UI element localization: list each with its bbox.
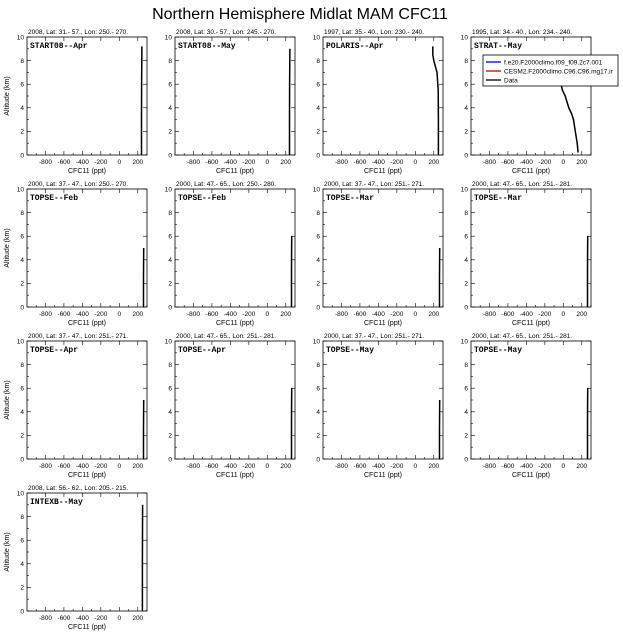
panel-3 [313,29,443,175]
y-tick-label: 4 [20,105,24,113]
x-tick-label: 0 [265,159,270,166]
x-tick-label: -600 [205,311,219,318]
campaign-label: TOPSE--Mar [474,194,523,203]
legend-label: f.e20.F2000climo.f09_f09.2c7.001 [504,59,603,67]
y-tick-label: 8 [168,209,172,217]
x-tick-label: -600 [205,463,219,470]
x-tick-label: -800 [38,615,52,622]
x-tick-label: -400 [371,463,385,470]
y-tick-label: 4 [464,257,468,265]
y-tick-label: 2 [20,584,24,592]
x-tick-label: 200 [280,311,292,318]
y-tick-label: 10 [16,338,24,346]
panel-12 [461,333,591,479]
y-tick-label: 10 [16,34,24,42]
x-tick-label: 0 [117,311,122,318]
panel-10 [165,333,295,479]
x-tick-label: -800 [186,463,200,470]
y-tick-label: 8 [316,361,320,369]
y-tick-label: 2 [464,280,468,288]
panel-2 [165,29,295,175]
y-tick-label: 0 [316,152,320,160]
x-tick-label: -600 [353,311,367,318]
y-tick-label: 4 [316,409,320,417]
y-tick-label: 0 [168,152,172,160]
y-tick-label: 2 [464,432,468,440]
panel-header: 2000, Lat: 47.- 65., Lon: 251.- 281. [472,333,573,340]
x-tick-label: 200 [576,463,588,470]
y-tick-label: 0 [316,456,320,464]
y-tick-label: 2 [20,432,24,440]
x-tick-label: 200 [576,159,588,166]
x-tick-label: -400 [223,311,237,318]
panel-header: 2000, Lat: 37.- 47., Lon: 251.- 271. [28,333,129,340]
panel-11 [313,333,443,479]
campaign-label: TOPSE--Feb [30,194,79,203]
y-tick-label: 8 [20,57,24,65]
y-tick-label: 8 [316,209,320,217]
y-axis-label: Altitude (km) [4,380,11,420]
y-tick-label: 10 [460,186,468,194]
panel-13 [4,485,147,631]
legend-label: CESM2.F2000climo.C96.C96.mg17.ir [504,68,613,76]
x-tick-label: 200 [132,615,144,622]
y-tick-label: 8 [316,57,320,65]
y-tick-label: 10 [164,338,172,346]
x-axis-label: CFC11 (ppt) [512,472,550,479]
y-tick-label: 6 [20,537,24,545]
x-tick-label: -200 [390,463,404,470]
x-tick-label: -400 [223,463,237,470]
x-axis-label: CFC11 (ppt) [364,320,402,327]
y-tick-label: 6 [168,233,172,241]
campaign-label: START08--Apr [30,42,88,51]
legend-label: Data [504,77,518,85]
y-tick-label: 8 [168,57,172,65]
y-tick-label: 6 [316,81,320,89]
x-tick-label: -200 [94,463,108,470]
plot-frame [175,341,295,459]
x-axis-label: CFC11 (ppt) [216,168,254,175]
y-axis-label: Altitude (km) [4,76,11,116]
y-tick-label: 2 [316,128,320,136]
y-tick-label: 0 [168,304,172,312]
x-tick-label: -200 [538,311,552,318]
panel-header: 1997, Lat: 35.- 40., Lon: 230.- 240. [324,29,425,36]
x-tick-label: -200 [94,615,108,622]
x-tick-label: -800 [186,311,200,318]
x-tick-label: 0 [265,463,270,470]
y-tick-label: 0 [20,456,24,464]
y-tick-label: 6 [464,385,468,393]
y-tick-label: 6 [20,233,24,241]
x-axis-label: CFC11 (ppt) [364,472,402,479]
x-tick-label: -800 [38,159,52,166]
x-tick-label: 0 [413,463,418,470]
campaign-label: TOPSE--May [474,346,523,355]
y-tick-label: 10 [16,186,24,194]
x-tick-label: 0 [265,311,270,318]
y-tick-label: 2 [464,128,468,136]
y-tick-label: 6 [168,81,172,89]
y-axis-label: Altitude (km) [4,532,11,572]
y-tick-label: 8 [464,209,468,217]
panel-header: 2008, Lat: 56.- 62., Lon: 205.- 215. [28,485,129,492]
x-tick-label: -200 [538,159,552,166]
x-tick-label: -600 [501,159,515,166]
panel-5 [4,181,147,327]
plot-frame [323,189,443,307]
x-tick-label: -600 [57,311,71,318]
plot-frame [27,37,147,155]
y-tick-label: 4 [316,105,320,113]
x-tick-label: -200 [242,159,256,166]
x-tick-label: 0 [561,159,566,166]
panel-header: 2000, Lat: 37.- 47., Lon: 251.- 271. [324,181,425,188]
y-tick-label: 10 [312,186,320,194]
x-tick-label: 0 [117,463,122,470]
y-tick-label: 10 [164,34,172,42]
y-tick-label: 4 [464,105,468,113]
y-tick-label: 6 [464,81,468,89]
x-tick-label: 200 [428,311,440,318]
y-tick-label: 6 [464,233,468,241]
campaign-label: TOPSE--May [326,346,375,355]
x-tick-label: -400 [75,463,89,470]
campaign-label: START08--May [178,42,236,51]
y-tick-label: 2 [168,128,172,136]
plot-frame [27,341,147,459]
y-tick-label: 4 [168,409,172,417]
plot-frame [175,189,295,307]
x-tick-label: -400 [519,463,533,470]
x-tick-label: -400 [75,615,89,622]
plot-frame [175,37,295,155]
y-tick-label: 8 [168,361,172,369]
x-tick-label: -800 [334,159,348,166]
y-tick-label: 6 [316,385,320,393]
y-axis-label: Altitude (km) [4,228,11,268]
y-tick-label: 8 [20,209,24,217]
x-tick-label: -800 [482,159,496,166]
panel-header: 2008, Lat: 30.- 57., Lon: 245.- 270. [176,29,277,36]
x-tick-label: -600 [205,159,219,166]
x-tick-label: -800 [334,463,348,470]
y-tick-label: 8 [20,513,24,521]
y-tick-label: 2 [168,432,172,440]
plot-frame [27,493,147,611]
series-line-data [433,46,439,155]
x-tick-label: -200 [242,463,256,470]
x-tick-label: -200 [390,311,404,318]
y-tick-label: 0 [20,608,24,616]
x-tick-label: 0 [413,159,418,166]
x-tick-label: 200 [132,159,144,166]
x-tick-label: -200 [242,311,256,318]
x-axis-label: CFC11 (ppt) [364,168,402,175]
y-tick-label: 0 [20,152,24,160]
y-tick-label: 10 [460,34,468,42]
y-tick-label: 0 [464,304,468,312]
panel-header: 1995, Lat: 34.- 40., Lon: 234.- 240. [472,29,573,36]
x-tick-label: -800 [334,311,348,318]
y-tick-label: 0 [316,304,320,312]
y-tick-label: 8 [464,57,468,65]
x-tick-label: 200 [280,159,292,166]
y-tick-label: 6 [316,233,320,241]
x-tick-label: 0 [413,311,418,318]
panel-grid [4,29,591,631]
plot-frame [323,37,443,155]
campaign-label: POLARIS--Apr [326,42,384,51]
y-tick-label: 10 [164,186,172,194]
panel-header: 2000, Lat: 37.- 47., Lon: 250.- 270. [28,181,129,188]
x-tick-label: -200 [538,463,552,470]
x-tick-label: -800 [482,463,496,470]
campaign-label: TOPSE--Apr [178,346,227,355]
x-tick-label: 0 [117,615,122,622]
x-tick-label: -200 [94,159,108,166]
x-tick-label: -800 [482,311,496,318]
y-tick-label: 0 [20,304,24,312]
x-tick-label: 200 [428,159,440,166]
campaign-label: TOPSE--Feb [178,194,227,203]
x-axis-label: CFC11 (ppt) [68,624,106,631]
x-axis-label: CFC11 (ppt) [216,320,254,327]
panel-header: 2000, Lat: 47.- 65., Lon: 250.- 280. [176,181,277,188]
panel-header: 2000, Lat: 47.- 65., Lon: 251.- 281. [472,181,573,188]
y-tick-label: 10 [16,490,24,498]
x-tick-label: 200 [576,311,588,318]
y-tick-label: 6 [20,81,24,89]
x-tick-label: -200 [390,159,404,166]
y-tick-label: 4 [464,409,468,417]
x-tick-label: 200 [280,463,292,470]
y-tick-label: 2 [168,280,172,288]
panel-header: 2008, Lat: 31.- 57., Lon: 250.- 270. [28,29,129,36]
y-tick-label: 10 [312,34,320,42]
x-axis-label: CFC11 (ppt) [68,472,106,479]
campaign-label: TOPSE--Apr [30,346,79,355]
plot-frame [27,189,147,307]
x-tick-label: -400 [371,311,385,318]
panel-header: 2000, Lat: 37.- 47., Lon: 251.- 271. [324,333,425,340]
panel-6 [165,181,295,327]
y-tick-label: 8 [20,361,24,369]
plot-frame [471,189,591,307]
x-tick-label: -600 [353,463,367,470]
y-tick-label: 2 [316,280,320,288]
x-tick-label: -600 [57,159,71,166]
y-tick-label: 8 [464,361,468,369]
x-tick-label: -600 [57,463,71,470]
campaign-label: STRAT--May [474,42,523,51]
y-tick-label: 4 [20,257,24,265]
y-tick-label: 0 [464,456,468,464]
x-tick-label: -600 [57,615,71,622]
panel-header: 2000, Lat: 47.- 65., Lon: 251.- 281. [176,333,277,340]
y-tick-label: 4 [316,257,320,265]
x-tick-label: -400 [75,311,89,318]
x-tick-label: -400 [519,311,533,318]
y-tick-label: 10 [460,338,468,346]
y-tick-label: 0 [464,152,468,160]
x-tick-label: 0 [561,463,566,470]
y-tick-label: 4 [168,105,172,113]
x-tick-label: -800 [186,159,200,166]
legend [483,55,618,86]
x-tick-label: -600 [501,311,515,318]
campaign-label: INTEXB--May [30,498,83,507]
y-tick-label: 4 [20,409,24,417]
x-axis-label: CFC11 (ppt) [216,472,254,479]
x-tick-label: -400 [519,159,533,166]
y-tick-label: 2 [20,128,24,136]
x-tick-label: 0 [561,311,566,318]
x-tick-label: -800 [38,463,52,470]
y-tick-label: 4 [168,257,172,265]
x-tick-label: -400 [75,159,89,166]
x-tick-label: -200 [94,311,108,318]
y-tick-label: 2 [316,432,320,440]
x-tick-label: 200 [428,463,440,470]
y-tick-label: 6 [168,385,172,393]
x-tick-label: -600 [501,463,515,470]
figure-title: Northern Hemisphere Midlat MAM CFC11 [152,6,448,23]
plot-frame [323,341,443,459]
x-tick-label: 0 [117,159,122,166]
y-tick-label: 4 [20,561,24,569]
panel-8 [461,181,591,327]
y-tick-label: 0 [168,456,172,464]
panel-1 [4,29,147,175]
y-tick-label: 2 [20,280,24,288]
panel-7 [313,181,443,327]
x-tick-label: 200 [132,463,144,470]
campaign-label: TOPSE--Mar [326,194,375,203]
panel-9 [4,333,147,479]
x-tick-label: -800 [38,311,52,318]
panel-4 [461,29,591,175]
x-axis-label: CFC11 (ppt) [68,320,106,327]
x-axis-label: CFC11 (ppt) [512,320,550,327]
x-axis-label: CFC11 (ppt) [512,168,550,175]
x-axis-label: CFC11 (ppt) [68,168,106,175]
x-tick-label: -400 [223,159,237,166]
x-tick-label: 200 [132,311,144,318]
y-tick-label: 10 [312,338,320,346]
x-tick-label: -600 [353,159,367,166]
plot-frame [471,341,591,459]
x-tick-label: -400 [371,159,385,166]
y-tick-label: 6 [20,385,24,393]
